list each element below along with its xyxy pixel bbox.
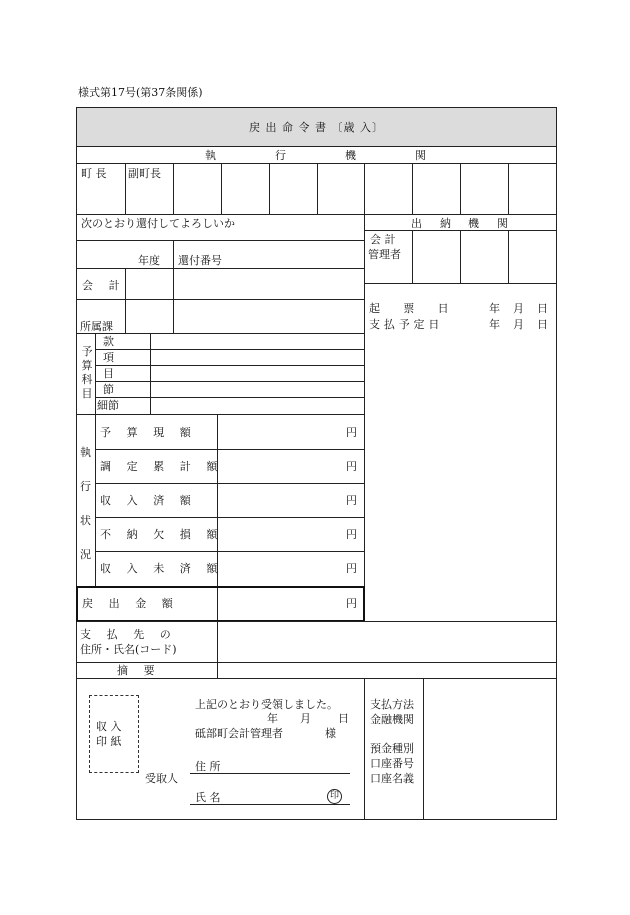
- budget-item-setsu: 節: [103, 383, 114, 396]
- yen-unit: 円: [346, 460, 357, 473]
- status-received-label: 収 入 済 額: [100, 494, 197, 507]
- accounting-bottom-line: [77, 299, 364, 300]
- department-label: 所属課: [80, 320, 113, 333]
- yen-unit: 円: [346, 494, 357, 507]
- deposit-type-label: 預金種別: [370, 742, 414, 755]
- budget-row-line: [95, 365, 364, 366]
- budget-row-line: [95, 349, 364, 350]
- revenue-stamp-label-1: 収 入: [96, 720, 122, 733]
- budget-bottom-line: [77, 414, 364, 415]
- request-bottom-line: [77, 240, 364, 241]
- budget-row-line: [95, 381, 364, 382]
- summary-bottom-line: [77, 678, 557, 679]
- status-divider: [95, 414, 96, 586]
- accounting-manager-label-1: 会 計: [370, 233, 396, 246]
- exec-header-2: 行: [275, 149, 286, 162]
- treasury-header-3: 機: [468, 217, 479, 230]
- receipt-statement: 上記のとおり受領しました。: [195, 698, 338, 711]
- status-row-line: [95, 449, 364, 450]
- treasury-header-4: 関: [497, 217, 508, 230]
- year-label: 年度: [138, 254, 160, 267]
- treasury-cell-line: [508, 230, 509, 283]
- status-budget-label: 予 算 現 額: [100, 426, 197, 439]
- draft-date-label: 起 票 日: [369, 302, 459, 315]
- revenue-stamp-box: [89, 695, 139, 773]
- seal-label: 印: [329, 791, 339, 801]
- payee-label-2: 住所・氏名(コード): [80, 643, 177, 656]
- receipt-year: 年: [267, 712, 278, 725]
- receipt-manager: 砥部町会計管理者: [195, 727, 283, 740]
- receiver-name-label: 氏 名: [195, 791, 221, 804]
- address-line: [190, 773, 350, 774]
- accounting-label: 会 計: [82, 279, 126, 292]
- payment-date-label: 支払予定日: [369, 318, 444, 331]
- status-row-line: [95, 483, 364, 484]
- seal-mark: [327, 789, 342, 804]
- receipt-divider: [364, 678, 365, 820]
- year-divider: [173, 240, 174, 333]
- budget-item-saisetsu: 細節: [97, 399, 119, 412]
- approver-deputy-mayor: 副町長: [128, 167, 161, 180]
- account-holder-label: 口座名義: [370, 772, 414, 785]
- payee-divider: [217, 621, 218, 678]
- payee-bottom-line: [77, 662, 557, 663]
- year-bottom-line: [77, 268, 364, 269]
- financial-institution-label: 金融機関: [370, 713, 414, 726]
- refund-amount-yen: 円: [346, 597, 357, 610]
- treasury-cell-line: [412, 230, 413, 283]
- budget-item-kou: 項: [103, 351, 114, 364]
- approver-bottom-line: [77, 214, 557, 215]
- treasury-header-1: 出: [411, 217, 422, 230]
- exec-header-4: 関: [415, 149, 426, 162]
- payment-year: 年: [489, 318, 500, 331]
- receipt-day: 日: [338, 712, 349, 725]
- form-title: 戻 出 命 令 書 〔歳 入〕: [249, 121, 384, 134]
- yen-unit: 円: [346, 562, 357, 575]
- draft-year: 年: [489, 302, 500, 315]
- treasury-header-2: 納: [440, 217, 451, 230]
- receipt-honorific: 様: [325, 727, 336, 740]
- payment-method-label: 支払方法: [370, 698, 414, 711]
- revenue-stamp-label-2: 印 紙: [96, 735, 122, 748]
- name-line: [190, 804, 350, 805]
- refund-bottom-line: [77, 621, 557, 622]
- status-section-label: 執行状況: [80, 446, 91, 561]
- status-unreceived-label: 収 入 未 済 額: [100, 562, 224, 575]
- budget-divider: [150, 333, 151, 414]
- status-row-line: [95, 551, 364, 552]
- budget-item-moku: 目: [103, 367, 114, 380]
- exec-header-3: 機: [345, 149, 356, 162]
- budget-item-kan: 款: [103, 335, 114, 348]
- payment-month: 月: [513, 318, 524, 331]
- form-caption: 様式第17号(第37条関係): [78, 86, 203, 99]
- summary-label: 摘 要: [117, 664, 161, 677]
- payment-info-divider: [423, 678, 424, 820]
- payment-day: 日: [537, 318, 548, 331]
- budget-row-line: [95, 397, 364, 398]
- yen-unit: 円: [346, 528, 357, 541]
- refund-amount-label: 戻 出 金 額: [82, 597, 179, 610]
- department-bottom-line: [77, 333, 364, 334]
- yen-unit: 円: [346, 426, 357, 439]
- accounting-manager-label-2: 管理者: [368, 248, 401, 261]
- draft-month: 月: [513, 302, 524, 315]
- approver-mayor: 町 長: [81, 167, 107, 180]
- status-row-line: [95, 517, 364, 518]
- treasury-cell-line: [460, 230, 461, 283]
- exec-header-1: 執: [205, 149, 216, 162]
- budget-section-label: 予算科目: [81, 345, 93, 400]
- account-number-label: 口座番号: [370, 757, 414, 770]
- request-text: 次のとおり還付してよろしいか: [81, 217, 235, 230]
- status-writeoff-label: 不 納 欠 損 額: [100, 528, 224, 541]
- draft-day: 日: [537, 302, 548, 315]
- refund-number-label: 還付番号: [178, 254, 222, 267]
- status-assessed-label: 調 定 累 計 額: [100, 460, 224, 473]
- payee-label-1: 支 払 先 の: [80, 628, 177, 641]
- budget-divider: [95, 333, 96, 414]
- receiver-label: 受取人: [145, 772, 178, 785]
- receipt-month: 月: [300, 712, 311, 725]
- treasury-bottom-line: [364, 283, 557, 284]
- receiver-address-label: 住 所: [195, 760, 221, 773]
- accounting-divider: [125, 268, 126, 333]
